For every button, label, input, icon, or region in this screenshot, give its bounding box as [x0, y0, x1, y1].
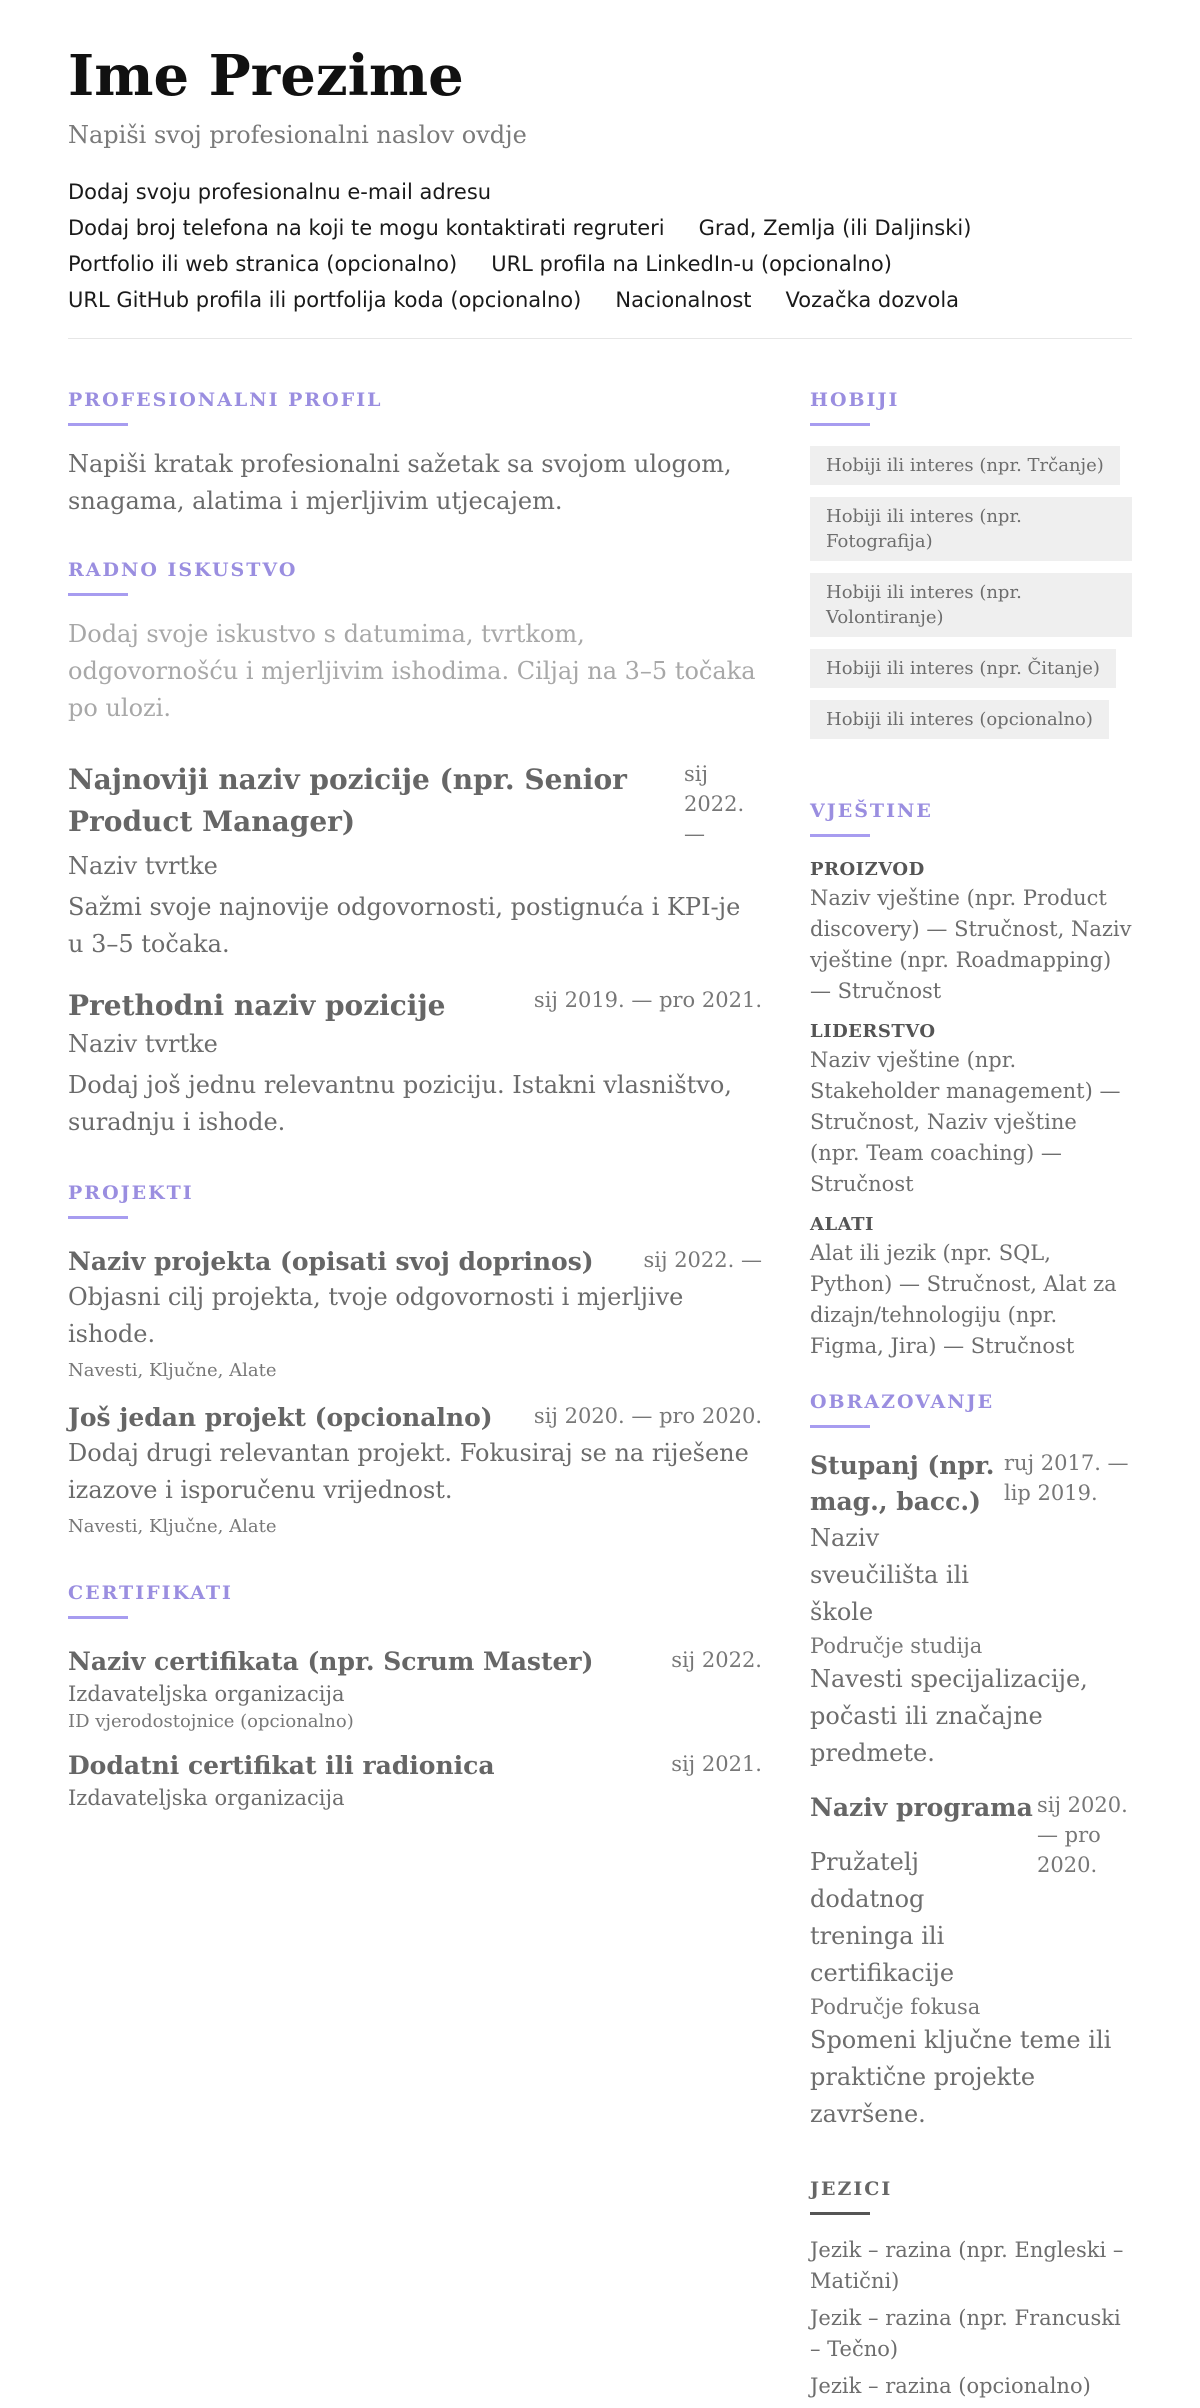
main-column — [68, 388, 762, 1813]
skill-group — [810, 857, 1132, 1007]
section-rule — [810, 423, 870, 426]
education-entry — [810, 1790, 1132, 2133]
project-entry — [68, 1401, 762, 1541]
language-item: Jezik – razina (opcionalno) — [810, 2374, 1091, 2398]
contact-row — [68, 282, 1132, 318]
project-heading — [68, 1245, 762, 1279]
hobbies-section — [810, 388, 1132, 751]
job-description: Dodaj još jednu relevantnu poziciju. Istakni vlasništvo, suradnju i ishode. — [68, 1071, 732, 1136]
profile-section — [68, 388, 762, 520]
contact-row — [68, 210, 1132, 246]
certificate-credential-id: ID vjerodostojnice (opcionalno) — [68, 1711, 354, 1732]
certificate-issuer: Izdavateljska organizacija — [68, 1682, 345, 1706]
project-date: sij 2020. — pro 2020. — [533, 1404, 762, 1428]
project-date: sij 2022. — — [643, 1248, 762, 1272]
section-title: PROFESIONALNI PROFIL — [68, 389, 383, 411]
section-title: VJEŠTINE — [810, 800, 933, 822]
contact-phone: Dodaj broj telefona na koji te mogu kontaktirati regruteri — [68, 216, 665, 240]
job-description: Sažmi svoje najnovije odgovornosti, postignuća i KPI-je u 3–5 točaka. — [68, 893, 741, 958]
section-rule — [810, 1425, 870, 1428]
section-rule — [68, 423, 128, 426]
hobby-chip: Hobiji ili interes (npr. Volontiranje) — [810, 573, 1132, 637]
certificate-entry — [68, 1749, 762, 1813]
sidebar-column — [810, 388, 1132, 2408]
certificate-title: Naziv certifikata (npr. Scrum Master) — [68, 1647, 594, 1676]
degree-title: Naziv programa — [810, 1793, 1033, 1822]
certificate-title: Dodatni certifikat ili radionica — [68, 1751, 495, 1780]
full-name: Ime Prezime — [68, 43, 464, 109]
job-date: sij 2022. — — [684, 762, 745, 846]
skills-section — [810, 799, 1132, 1362]
job-company: Naziv tvrtke — [68, 1030, 218, 1058]
contact-info — [68, 174, 1132, 318]
section-title: CERTIFIKATI — [68, 1582, 233, 1604]
section-title: HOBIJI — [810, 389, 900, 411]
section-rule — [68, 593, 128, 596]
education-description: Navesti specijalizacije, počasti ili značajne predmete. — [810, 1665, 1088, 1767]
skill-list: Naziv vještine (npr. Stakeholder management) — Stručnost, Naziv vještine (npr. Team coaching) — Stručnost — [810, 1048, 1121, 1196]
school-name: Naziv sveučilišta ili škole — [810, 1524, 969, 1626]
contact-linkedin: URL profila na LinkedIn-u (opcionalno) — [491, 252, 892, 276]
education-description: Spomeni ključne teme ili praktične projekte završene. — [810, 2026, 1112, 2128]
degree-title: Stupanj (npr. mag., bacc.) — [810, 1451, 995, 1516]
skill-category: ALATI — [810, 1214, 874, 1235]
job-entry — [68, 759, 762, 963]
hobby-chip: Hobiji ili interes (npr. Trčanje) — [810, 446, 1120, 485]
certificate-heading — [68, 1749, 762, 1783]
section-title: OBRAZOVANJE — [810, 1391, 995, 1413]
skill-category: LIDERSTVO — [810, 1021, 936, 1042]
project-keywords: Navesti, Ključne, Alate — [68, 1516, 277, 1537]
job-heading — [68, 759, 762, 849]
skill-list: Alat ili jezik (npr. SQL, Python) — Stručnost, Alat za dizajn/tehnologiju (npr. Figma, Jira) — Stručnost — [810, 1241, 1117, 1358]
section-rule — [68, 1616, 128, 1619]
education-section — [810, 1390, 1132, 2133]
section-title: PROJEKTI — [68, 1182, 194, 1204]
contact-row — [68, 246, 1132, 282]
contact-location: Grad, Zemlja (ili Daljinski) — [698, 216, 972, 240]
project-description: Objasni cilj projekta, tvoje odgovornosti i mjerljive ishode. — [68, 1283, 684, 1348]
certificate-date: sij 2021. — [671, 1752, 762, 1776]
education-heading — [810, 1448, 1132, 1520]
project-keywords: Navesti, Ključne, Alate — [68, 1360, 277, 1381]
resume-header — [68, 40, 1132, 318]
project-title: Još jedan projekt (opcionalno) — [68, 1403, 493, 1432]
hobby-chip: Hobiji ili interes (npr. Fotografija) — [810, 497, 1132, 561]
contact-email: Dodaj svoju profesionalnu e-mail adresu — [68, 180, 492, 204]
project-heading — [68, 1401, 762, 1435]
section-rule — [68, 1216, 128, 1219]
hobby-chip: Hobiji ili interes (npr. Čitanje) — [810, 649, 1116, 688]
certificate-entry — [68, 1645, 762, 1735]
contact-portfolio: Portfolio ili web stranica (opcionalno) — [68, 252, 458, 276]
job-entry — [68, 985, 762, 1141]
language-item: Jezik – razina (npr. Francuski – Tečno) — [810, 2306, 1121, 2361]
job-heading — [68, 985, 762, 1027]
skill-group — [810, 1212, 1132, 1362]
experience-section — [68, 558, 762, 1141]
profile-summary: Napiši kratak profesionalni sažetak sa svojom ulogom, snagama, alatima i mjerljivim utjecajem. — [68, 450, 732, 515]
project-title: Naziv projekta (opisati svoj doprinos) — [68, 1247, 594, 1276]
projects-section — [68, 1181, 762, 1541]
skill-list: Naziv vještine (npr. Product discovery) — Stručnost, Naziv vještine (npr. Roadmapping) — Stručnost — [810, 886, 1132, 1003]
skill-category: PROIZVOD — [810, 859, 925, 880]
hobby-chip: Hobiji ili interes (opcionalno) — [810, 700, 1109, 739]
education-entry — [810, 1448, 1132, 1772]
field-of-study: Područje studija — [810, 1634, 983, 1658]
section-title: RADNO ISKUSTVO — [68, 559, 298, 581]
education-date: sij 2020. — pro 2020. — [1037, 1793, 1128, 1877]
language-item: Jezik – razina (npr. Engleski – Matični) — [810, 2238, 1124, 2293]
contact-license: Vozačka dozvola — [785, 288, 960, 312]
skill-group — [810, 1019, 1132, 1200]
job-title: Prethodni naziv pozicije — [68, 989, 446, 1022]
project-entry — [68, 1245, 762, 1385]
languages-section — [810, 2177, 1132, 2402]
focus-area: Područje fokusa — [810, 1995, 981, 2019]
experience-intro: Dodaj svoje iskustvo s datumima, tvrtkom, odgovornošću i mjerljivim ishodima. Ciljaj na 3–5 točaka po ulozi. — [68, 620, 756, 722]
hobby-list — [810, 446, 1132, 751]
section-rule — [810, 2212, 870, 2215]
project-description: Dodaj drugi relevantan projekt. Fokusiraj se na riješene izazove i isporučenu vrijednost. — [68, 1439, 749, 1504]
section-title: JEZICI — [810, 2178, 893, 2200]
header-divider — [68, 338, 1132, 339]
certificate-date: sij 2022. — [671, 1648, 762, 1672]
certificate-issuer: Izdavateljska organizacija — [68, 1786, 345, 1810]
job-date: sij 2019. — pro 2021. — [533, 988, 762, 1012]
job-company: Naziv tvrtke — [68, 852, 218, 880]
professional-headline: Napiši svoj profesionalni naslov ovdje — [68, 121, 527, 149]
certificates-section — [68, 1581, 762, 1813]
contact-github: URL GitHub profila ili portfolija koda (opcionalno) — [68, 288, 582, 312]
provider-name: Pružatelj dodatnog treninga ili certifikacije — [810, 1848, 955, 1987]
job-title: Najnoviji naziv pozicije (npr. Senior Product Manager) — [68, 763, 627, 838]
section-rule — [810, 834, 870, 837]
certificate-heading — [68, 1645, 762, 1679]
contact-nationality: Nacionalnost — [615, 288, 752, 312]
contact-row — [68, 174, 1132, 210]
education-date: ruj 2017. — lip 2019. — [1004, 1451, 1129, 1505]
